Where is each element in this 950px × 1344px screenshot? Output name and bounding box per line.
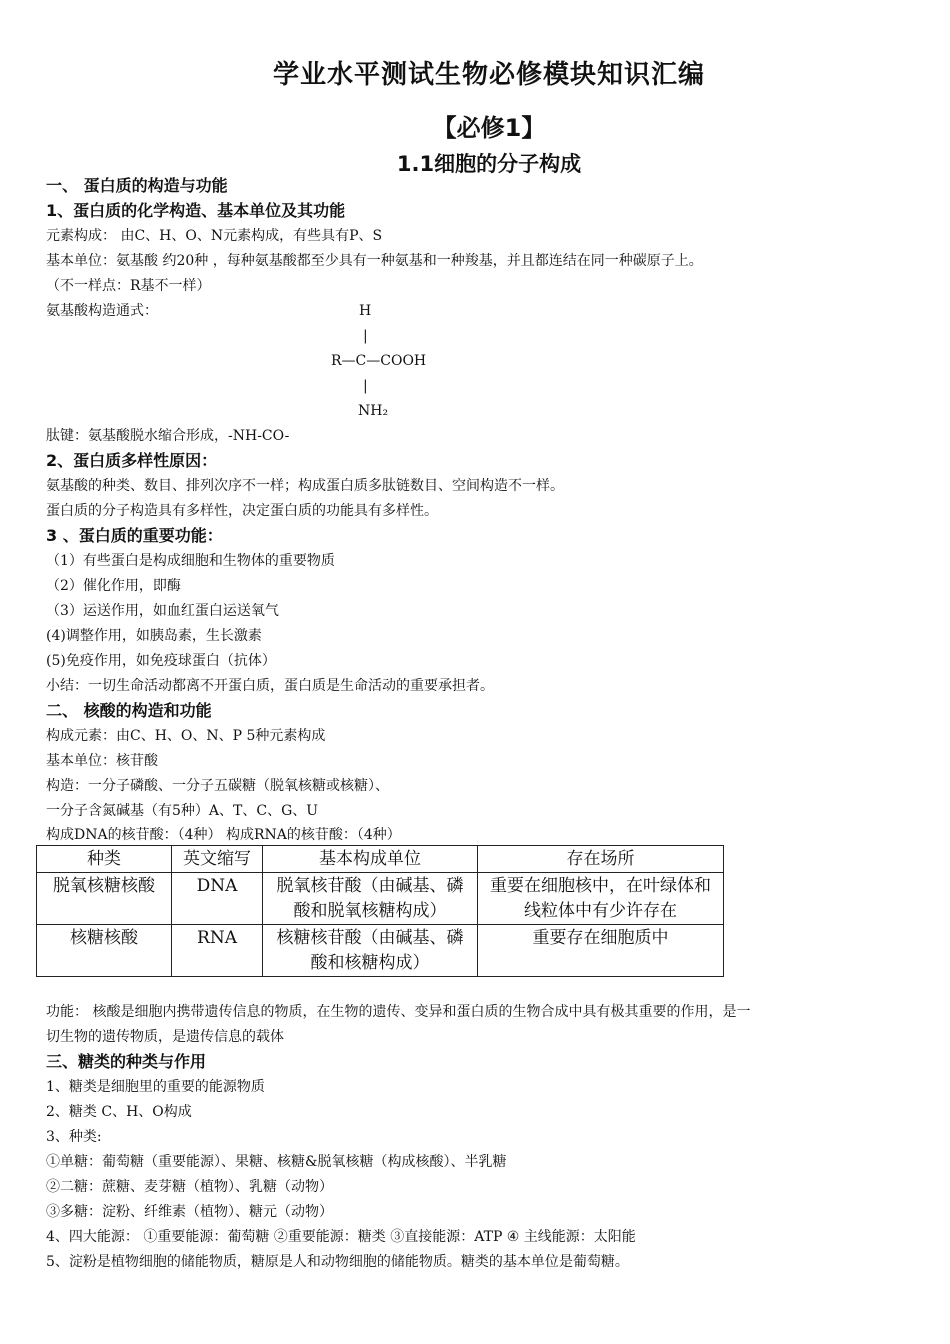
sugar-line: 1、糖类是细胞里的重要的能源物质 bbox=[46, 1079, 265, 1095]
peptide-bond: 肽键：氨基酸脱水缩合形成，-NH-CO- bbox=[46, 428, 290, 444]
formula-bond-bottom: | bbox=[363, 378, 368, 394]
table-row bbox=[37, 873, 724, 925]
nucleic-structure-2: 一分子含氮碱基（有5种）A、T、C、G、U bbox=[46, 803, 319, 819]
nucleotide-kinds: 构成DNA的核苷酸：（4种） 构成RNA的核苷酸：（4种） bbox=[46, 827, 401, 843]
nucleic-structure-1: 构造：一分子磷酸、一分子五碳糖（脱氧核糖或核糖）、 bbox=[46, 778, 389, 794]
protein-subheading-2: 2、蛋白质多样性原因： bbox=[46, 451, 218, 470]
table-header-cell: 基本构成单位 bbox=[263, 846, 478, 873]
formula-nh2: NH₂ bbox=[358, 403, 389, 419]
function-item: (5)免疫作用，如免疫球蛋白（抗体） bbox=[46, 653, 276, 669]
protein-unit: 基本单位：氨基酸 约20种 ，每种氨基酸都至少具有一种氨基和一种羧基，并且都连结在同一种碳原子上。 bbox=[46, 253, 703, 269]
formula-main: R—C—COOH bbox=[331, 353, 427, 369]
table-cell: RNA bbox=[172, 925, 263, 977]
sugar-line: ②二糖：蔗糖、麦芽糖（植物）、乳糖（动物） bbox=[46, 1179, 333, 1195]
table-header-cell: 英文缩写 bbox=[172, 846, 263, 873]
sugar-line: ③多糖：淀粉、纤维素（植物）、糖元（动物） bbox=[46, 1204, 333, 1220]
diversity-line-2: 蛋白质的分子构造具有多样性，决定蛋白质的功能具有多样性。 bbox=[46, 503, 438, 519]
table-cell: 重要存在细胞质中 bbox=[478, 925, 724, 977]
sugar-line: 2、糖类 C、H、O构成 bbox=[46, 1104, 192, 1120]
table-cell: 核糖核苷酸（由碱基、磷酸和核糖构成） bbox=[263, 925, 478, 977]
document-title: 学业水平测试生物必修模块知识汇编 bbox=[272, 60, 705, 90]
nucleic-heading: 二、 核酸的构造和功能 bbox=[46, 701, 212, 720]
function-item: (4)调整作用，如胰岛素，生长激素 bbox=[46, 628, 262, 644]
formula-label: 氨基酸构造通式： bbox=[46, 303, 158, 319]
table-header-row bbox=[37, 846, 724, 873]
sugar-line: 4、四大能源： ①重要能源：葡萄糖 ②重要能源：糖类 ③直接能源：ATP ④ 主线能源：太阳能 bbox=[46, 1229, 636, 1245]
sugar-line: 3、种类: bbox=[46, 1129, 102, 1145]
nucleic-function-2: 切生物的遗传物质，是遗传信息的载体 bbox=[46, 1029, 284, 1045]
sugar-line: 5、淀粉是植物细胞的储能物质，糖原是人和动物细胞的储能物质。糖类的基本单位是葡萄糖。 bbox=[46, 1254, 629, 1270]
module-title: 【必修1】 bbox=[432, 114, 546, 142]
table-cell: 脱氧核糖核酸 bbox=[37, 873, 172, 925]
diversity-line-1: 氨基酸的种类、数目、排列次序不一样；构成蛋白质多肽链数目、空间构造不一样。 bbox=[46, 478, 564, 494]
protein-summary: 小结：一切生命活动都离不开蛋白质，蛋白质是生命活动的重要承担者。 bbox=[46, 678, 494, 694]
protein-heading: 一、 蛋白质的构造与功能 bbox=[46, 176, 228, 195]
function-item: （3）运送作用，如血红蛋白运送氧气 bbox=[46, 603, 279, 619]
nucleic-function-1: 功能： 核酸是细胞内携带遗传信息的物质，在生物的遗传、变异和蛋白质的生物合成中具有极其重要的作用，是一 bbox=[46, 1004, 751, 1020]
nucleic-acid-table bbox=[36, 845, 724, 977]
table-header-cell: 存在场所 bbox=[478, 846, 724, 873]
sugar-heading: 三、糖类的种类与作用 bbox=[46, 1052, 207, 1071]
protein-difference: （不一样点：R基不一样） bbox=[46, 278, 211, 294]
protein-subheading-1: 1、蛋白质的化学构造、基本单位及其功能 bbox=[46, 201, 346, 220]
formula-bond-top: | bbox=[363, 328, 368, 344]
table-cell: 重要在细胞核中，在叶绿体和线粒体中有少许存在 bbox=[478, 873, 724, 925]
formula-h: H bbox=[359, 303, 372, 319]
section-title: 1.1细胞的分子构成 bbox=[396, 152, 582, 176]
sugar-line: ①单糖：葡萄糖（重要能源）、果糖、核糖&脱氧核糖（构成核酸）、半乳糖 bbox=[46, 1154, 507, 1170]
table-cell: 脱氧核苷酸（由碱基、磷酸和脱氧核糖构成） bbox=[263, 873, 478, 925]
table-row bbox=[37, 925, 724, 977]
protein-elements: 元素构成： 由C、H、O、N元素构成，有些具有P、S bbox=[46, 228, 383, 244]
function-item: （2）催化作用，即酶 bbox=[46, 578, 181, 594]
table-cell: 核糖核酸 bbox=[37, 925, 172, 977]
function-item: （1）有些蛋白是构成细胞和生物体的重要物质 bbox=[46, 553, 335, 569]
table-cell: DNA bbox=[172, 873, 263, 925]
protein-subheading-3: 3 、蛋白质的重要功能： bbox=[46, 526, 223, 545]
table-header-cell: 种类 bbox=[37, 846, 172, 873]
nucleic-elements: 构成元素：由C、H、O、N、P 5种元素构成 bbox=[46, 728, 326, 744]
nucleic-unit: 基本单位：核苷酸 bbox=[46, 753, 158, 769]
